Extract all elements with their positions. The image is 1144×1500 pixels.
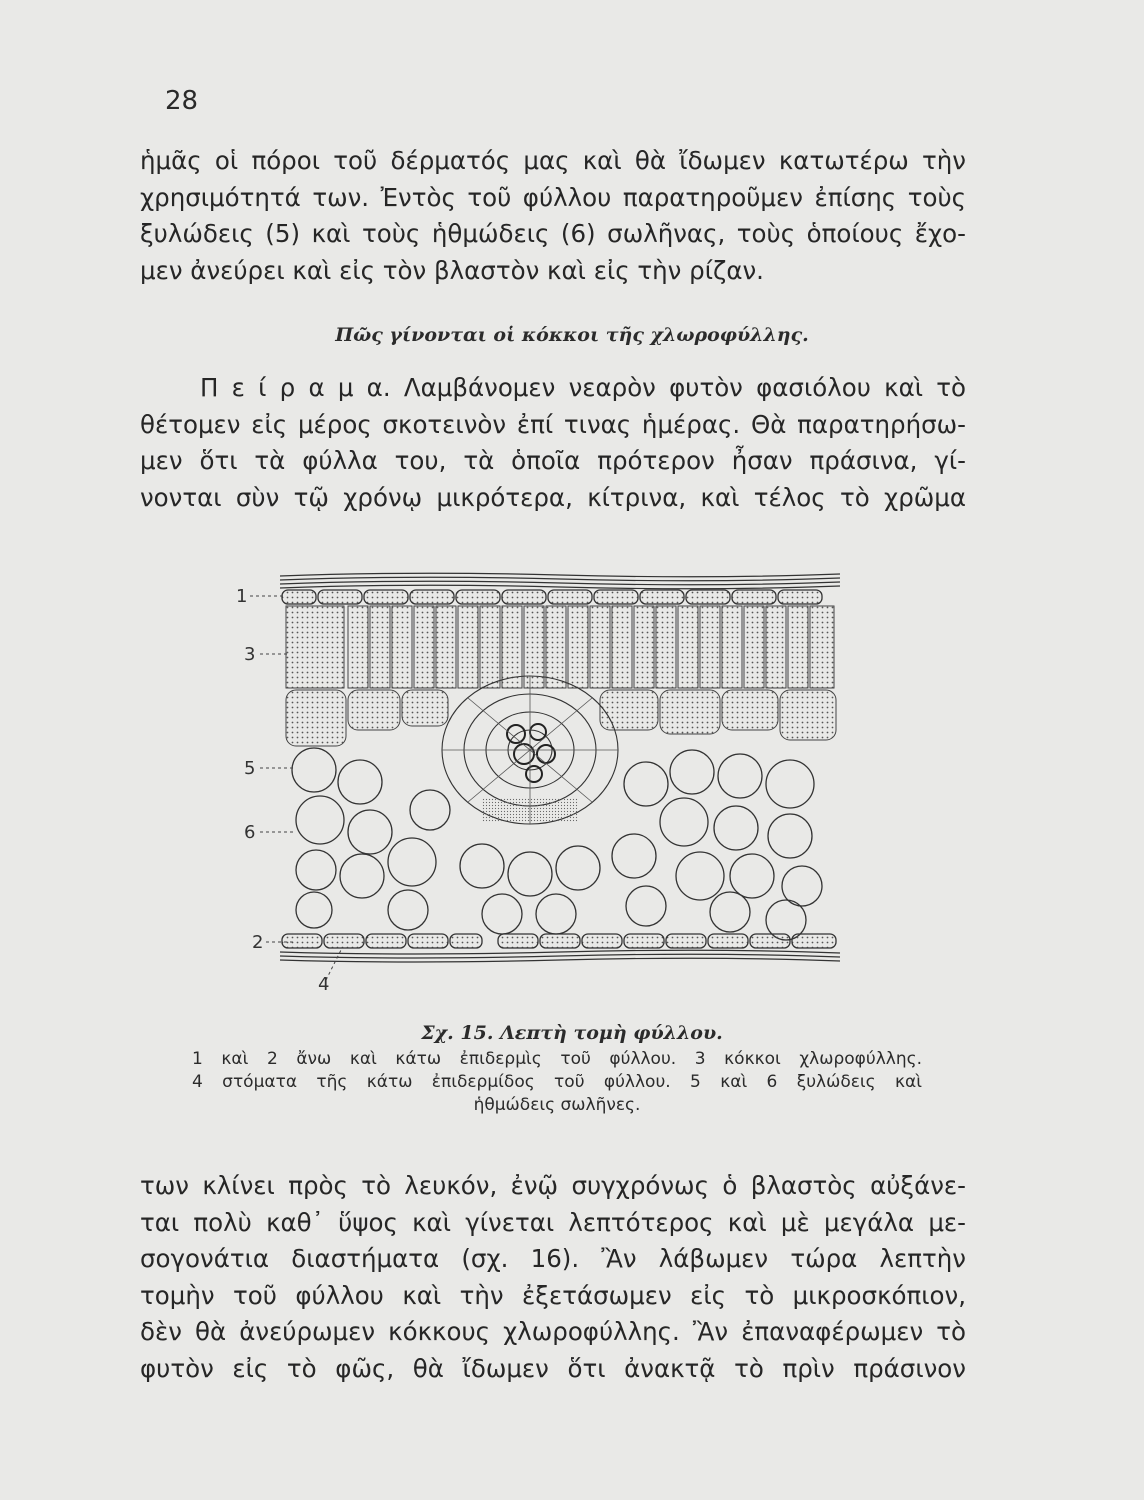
label-6: 6 <box>244 822 256 843</box>
label-3: 3 <box>244 644 256 665</box>
lower-epidermis <box>282 934 836 948</box>
text-line: των κλίνει πρὸς τὸ λευκόν, ἐνῷ συγχρόνως ὁ βλαστὸς αὐξάνε- <box>140 1171 966 1200</box>
text-line: ξυλώδεις (5) καὶ τοὺς ἡθμώδεις (6) σωλῆνας, τοὺς ὁποίους ἔχο- <box>140 219 966 248</box>
paragraph-2 <box>140 370 966 516</box>
text-line: νονται σὺν τῷ χρόνῳ μικρότερα, κίτρινα, καὶ τέλος τὸ χρῶμα <box>140 482 966 512</box>
text-line: ται πολὺ καθ᾿ ὕψος καὶ γίνεται λεπτότερος καὶ μὲ μεγάλα με- <box>140 1207 966 1237</box>
caption-line: 1 καὶ 2 ἄνω καὶ κάτω ἐπιδερμὶς τοῦ φύλλου. 3 κόκκοι χλωροφύλλης. <box>192 1049 922 1069</box>
page-number: 28 <box>165 86 199 116</box>
caption-line: ἡθμώδεις σωλῆνες. <box>473 1095 641 1115</box>
section-heading: Πῶς γίνονται οἱ κόκκοι τῆς χλωροφύλλης. <box>335 324 809 346</box>
paragraph-1 <box>140 143 966 289</box>
text-line: θέτομεν εἰς μέρος σκοτεινὸν ἐπί τινας ἡμέρας. Θὰ παρατηρήσω- <box>140 409 966 439</box>
figure-caption-title: Σχ. 15. Λεπτὴ τομὴ φύλλου. <box>421 1022 723 1044</box>
lower-cuticle <box>280 950 840 962</box>
palisade-layer <box>286 606 834 688</box>
text-line: ἡμᾶς οἱ πόροι τοῦ δέρματός μας καὶ θὰ ἴδωμεν κατωτέρω τὴν <box>140 146 966 175</box>
label-1: 1 <box>236 586 248 607</box>
text-line: μεν ὅτι τὰ φύλλα του, τὰ ὁποῖα πρότερον ἦσαν πράσινα, γί- <box>140 446 966 475</box>
upper-cuticle <box>280 573 840 589</box>
label-5: 5 <box>244 758 256 779</box>
label-2: 2 <box>252 932 264 953</box>
vascular-bundle <box>442 676 618 824</box>
text-line: χρησιμότητά των. Ἐντὸς τοῦ φύλλου παρατηροῦμεν ἐπίσης τοὺς <box>140 182 966 212</box>
text-line: φυτὸν εἰς τὸ φῶς, θὰ ἴδωμεν ὅτι ἀνακτᾷ τὸ πρὶν πράσινον <box>140 1353 966 1383</box>
text-line: μεν ἀνεύρει καὶ εἰς τὸν βλαστὸν καὶ εἰς τὴν ρίζαν. <box>140 255 764 285</box>
text-line: σογονάτια διαστήματα (σχ. 16). Ἂν λάβωμεν τώρα λεπτὴν <box>140 1244 966 1273</box>
spongy-mesophyll <box>292 748 822 940</box>
leaf-section-figure <box>230 570 850 1000</box>
xylem-vessels <box>507 724 555 782</box>
text-line: δὲν θὰ ἀνεύρωμεν κόκκους χλωροφύλλης. Ἂν ἐπαναφέρωμεν τὸ <box>140 1317 966 1346</box>
figure-caption-body <box>192 1048 922 1117</box>
spongy-upper-layer <box>286 690 836 746</box>
label-4: 4 <box>318 974 330 995</box>
caption-line: 4 στόματα τῆς κάτω ἐπιδερμίδος τοῦ φύλλου. 5 καὶ 6 ξυλώδεις καὶ <box>192 1072 922 1092</box>
paragraph-3 <box>140 1168 966 1387</box>
text-line: τομὴν τοῦ φύλλου καὶ τὴν ἐξετάσωμεν εἰς τὸ μικροσκόπιον, <box>140 1280 966 1310</box>
text-line: Π ε ί ρ α μ α. Λαμβάνομεν νεαρὸν φυτὸν φασιόλου καὶ τὸ <box>200 373 966 402</box>
upper-epidermis <box>282 590 822 604</box>
